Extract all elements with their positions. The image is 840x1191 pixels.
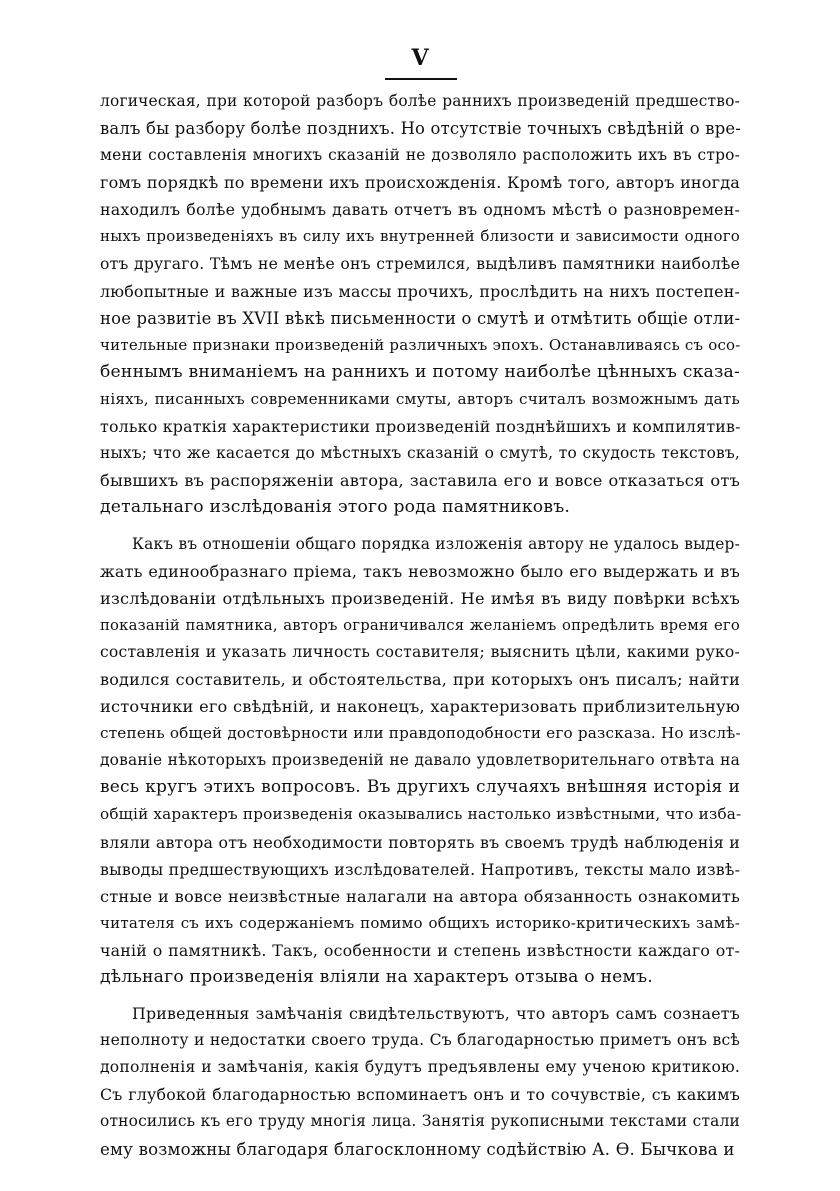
text-line: ное развитіе въ XVII вѣкѣ письменности о смутѣ и отмѣтить общіе отли- bbox=[100, 308, 741, 328]
text-line: источники его свѣдѣній, и наконецъ, характеризовать приблизительную bbox=[100, 697, 740, 717]
text-line: неполноту и недостатки своего труда. Съ благодарностью приметъ онъ всѣ bbox=[100, 1031, 740, 1050]
paragraph bbox=[100, 1000, 740, 1163]
paragraph bbox=[100, 88, 740, 522]
text-line: находилъ болѣе удобнымъ давать отчетъ въ одномъ мѣстѣ о разновремен- bbox=[100, 200, 740, 220]
text-line: дополненія и замѣчанія, какія будутъ предъявлены ему ученою критикою. bbox=[100, 1058, 740, 1077]
text-line: мени составленія многихъ сказаній не дозволяло расположить ихъ въ стро- bbox=[100, 146, 740, 165]
text-line: любопытные и важные изъ массы прочихъ, прослѣдить на нихъ постепен- bbox=[100, 281, 740, 301]
text-line: чительные признаки произведеній различныхъ эпохъ. Останавливаясь съ осо- bbox=[100, 335, 741, 354]
text-line: ему возможны благодаря благосклонному содѣйствію А. Ѳ. Бычкова и bbox=[100, 1139, 735, 1159]
text-line: ныхъ; что же касается до мѣстныхъ сказаній о смутѣ, то скудость текстовъ, bbox=[100, 444, 740, 463]
text-line: только краткія характеристики произведеній позднѣйшихъ и компилятив- bbox=[100, 417, 741, 437]
text-line: бывшихъ въ распоряженіи автора, заставила его и вовсе отказаться отъ bbox=[100, 471, 740, 491]
text-line: детальнаго изслѣдованія этого рода памятниковъ. bbox=[100, 497, 570, 518]
text-line: ныхъ произведеніяхъ въ силу ихъ внутренней близости и зависимости одного bbox=[100, 227, 740, 246]
text-line: гомъ порядкѣ по времени ихъ происхожденія. Кромѣ того, авторъ иногда bbox=[100, 173, 740, 193]
text-line: отъ другаго. Тѣмъ не менѣе онъ стремился, выдѣливъ памятники наиболѣе bbox=[100, 254, 740, 273]
paragraph bbox=[100, 531, 740, 992]
text-line: показаній памятника, авторъ ограничивался желаніемъ опредѣлить время его bbox=[100, 616, 740, 634]
text-line: Какъ въ отношеніи общаго порядка изложенія автору не удалось выдер- bbox=[132, 534, 740, 553]
text-line: валъ бы разбору болѣе позднихъ. Но отсутствіе точныхъ свѣдѣній о вре- bbox=[100, 119, 742, 139]
text-line: степень общей достовѣрности или правдоподобности его разсказа. Но изслѣ- bbox=[100, 724, 741, 743]
text-line: вляли автора отъ необходимости повторять въ своемъ трудѣ наблюденія и bbox=[100, 832, 740, 852]
text-line: беннымъ вниманіемъ на раннихъ и потому наиболѣе цѣнныхъ сказа- bbox=[100, 361, 740, 382]
text-line: жать единообразнаго пріема, такъ невозможно было его выдержать и въ bbox=[100, 561, 740, 581]
text-line: составленія и указать личность составителя; выяснить цѣли, какими руко- bbox=[100, 642, 740, 661]
header-rule bbox=[385, 78, 457, 80]
text-line: стные и вовсе неизвѣстные налагали на автора обязанность ознакомить bbox=[100, 886, 740, 906]
text-line: Приведенныя замѣчанія свидѣтельствуютъ, что авторъ самъ сознаетъ bbox=[132, 1004, 740, 1024]
text-line: ніяхъ, писанныхъ современниками смуты, авторъ считалъ возможнымъ дать bbox=[100, 390, 740, 409]
text-line: изслѣдованіи отдѣльныхъ произведеній. Не имѣя въ виду повѣрки всѣхъ bbox=[100, 588, 740, 608]
text-line: выводы предшествующихъ изслѣдователей. Напротивъ, тексты мало извѣ- bbox=[100, 859, 741, 879]
text-line: читателя съ ихъ содержаніемъ помимо общихъ историко-критическихъ замѣ- bbox=[100, 913, 740, 932]
text-line: логическая, при которой разборъ болѣе раннихъ произведеній предшество- bbox=[100, 92, 740, 110]
paragraph-gap bbox=[100, 522, 740, 531]
text-line: дованіе нѣкоторыхъ произведеній не давало удовлетворительнаго отвѣта на bbox=[100, 751, 740, 770]
text-line: Съ глубокой благодарностью вспоминаетъ онъ и то сочувствіе, съ какимъ bbox=[100, 1085, 740, 1105]
text-line: дѣльнаго произведенія вліяли на характеръ отзыва о немъ. bbox=[100, 967, 653, 987]
body-text bbox=[100, 88, 740, 1163]
paragraph-gap bbox=[100, 991, 740, 1000]
text-line: весь кругъ этихъ вопросовъ. Въ другихъ случаяхъ внѣшняя исторія и bbox=[100, 777, 740, 798]
text-line: водился составитель, и обстоятельства, при которыхъ онъ писалъ; найти bbox=[100, 669, 740, 689]
text-line: чаній о памятникѣ. Такъ, особенности и степень извѣстности каждаго от- bbox=[100, 940, 740, 960]
text-line: относились къ его труду многія лица. Занятія рукописными текстами стали bbox=[100, 1112, 740, 1131]
text-line: общій характеръ произведенія оказывались настолько извѣстными, что изба- bbox=[100, 805, 742, 824]
page-number: V bbox=[411, 45, 429, 71]
